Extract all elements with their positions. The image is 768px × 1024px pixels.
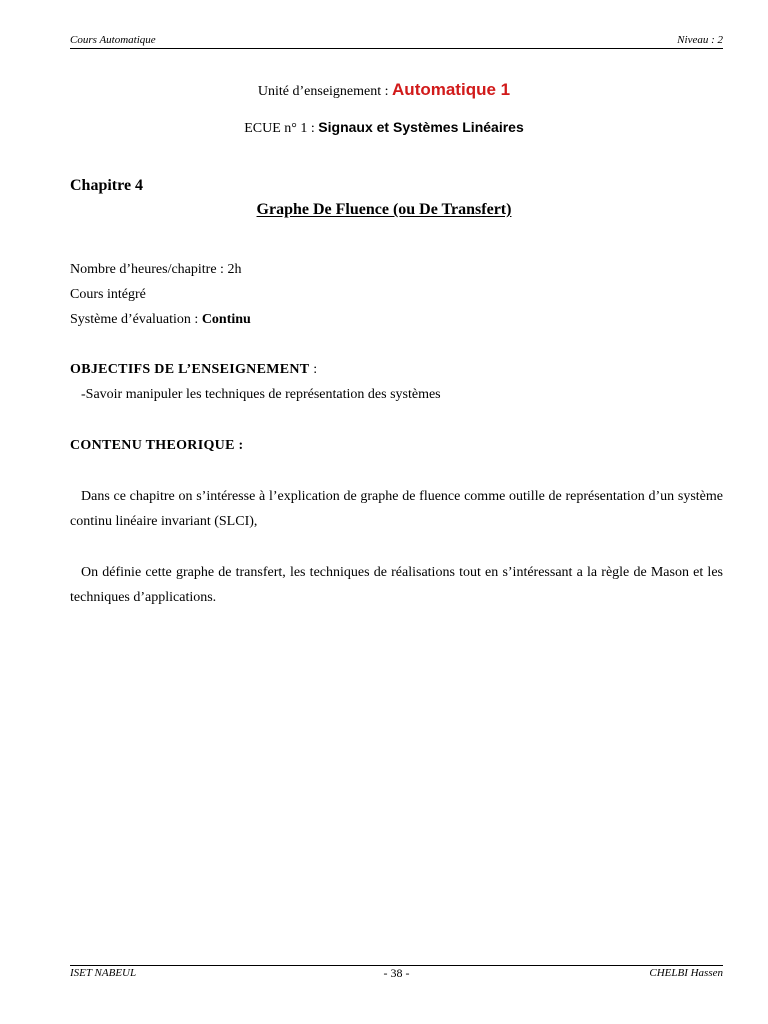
ecue-label: ECUE n° 1 : bbox=[244, 121, 315, 136]
teaching-unit-label: Unité d’enseignement : bbox=[257, 84, 389, 99]
page-header bbox=[70, 34, 723, 49]
evaluation-line bbox=[70, 312, 251, 328]
header-course-name: Cours Automatique bbox=[70, 34, 156, 46]
teaching-unit-line bbox=[0, 80, 768, 100]
footer-author: CHELBI Hassen bbox=[649, 967, 723, 979]
objectives-heading bbox=[70, 362, 317, 378]
page-number: - 38 - bbox=[383, 966, 410, 980]
objectives-heading-text: OBJECTIFS DE L’ENSEIGNEMENT bbox=[70, 362, 310, 377]
hours-per-chapter: Nombre d’heures/chapitre : 2h bbox=[70, 262, 242, 277]
page-footer bbox=[70, 965, 723, 986]
chapter-number: Chapitre 4 bbox=[70, 177, 144, 194]
objectives-heading-colon: : bbox=[309, 362, 318, 377]
evaluation-label: Système d’évaluation : bbox=[70, 312, 199, 327]
teaching-unit-value: Automatique 1 bbox=[392, 80, 511, 99]
footer-institution: ISET NABEUL bbox=[70, 967, 137, 979]
content-heading: CONTENU THEORIQUE : bbox=[70, 438, 244, 453]
content-paragraph-1: Dans ce chapitre on s’intéresse à l’explication de graphe de fluence comme outille de représentation d’un système continu linéaire invariant (SLCI), bbox=[70, 489, 723, 529]
ecue-line bbox=[0, 119, 768, 137]
header-level: Niveau : 2 bbox=[677, 34, 723, 46]
objective-item: -Savoir manipuler les techniques de représentation des systèmes bbox=[81, 387, 441, 402]
chapter-title: Graphe De Fluence (ou De Transfert) bbox=[256, 201, 512, 218]
evaluation-value: Continu bbox=[201, 312, 251, 327]
ecue-value: Signaux et Systèmes Linéaires bbox=[318, 119, 524, 135]
course-type: Cours intégré bbox=[70, 287, 146, 302]
content-paragraph-2: On définie cette graphe de transfert, les techniques de réalisations tout en s’intéressant a la règle de Mason et les techniques d’applications. bbox=[70, 565, 723, 605]
